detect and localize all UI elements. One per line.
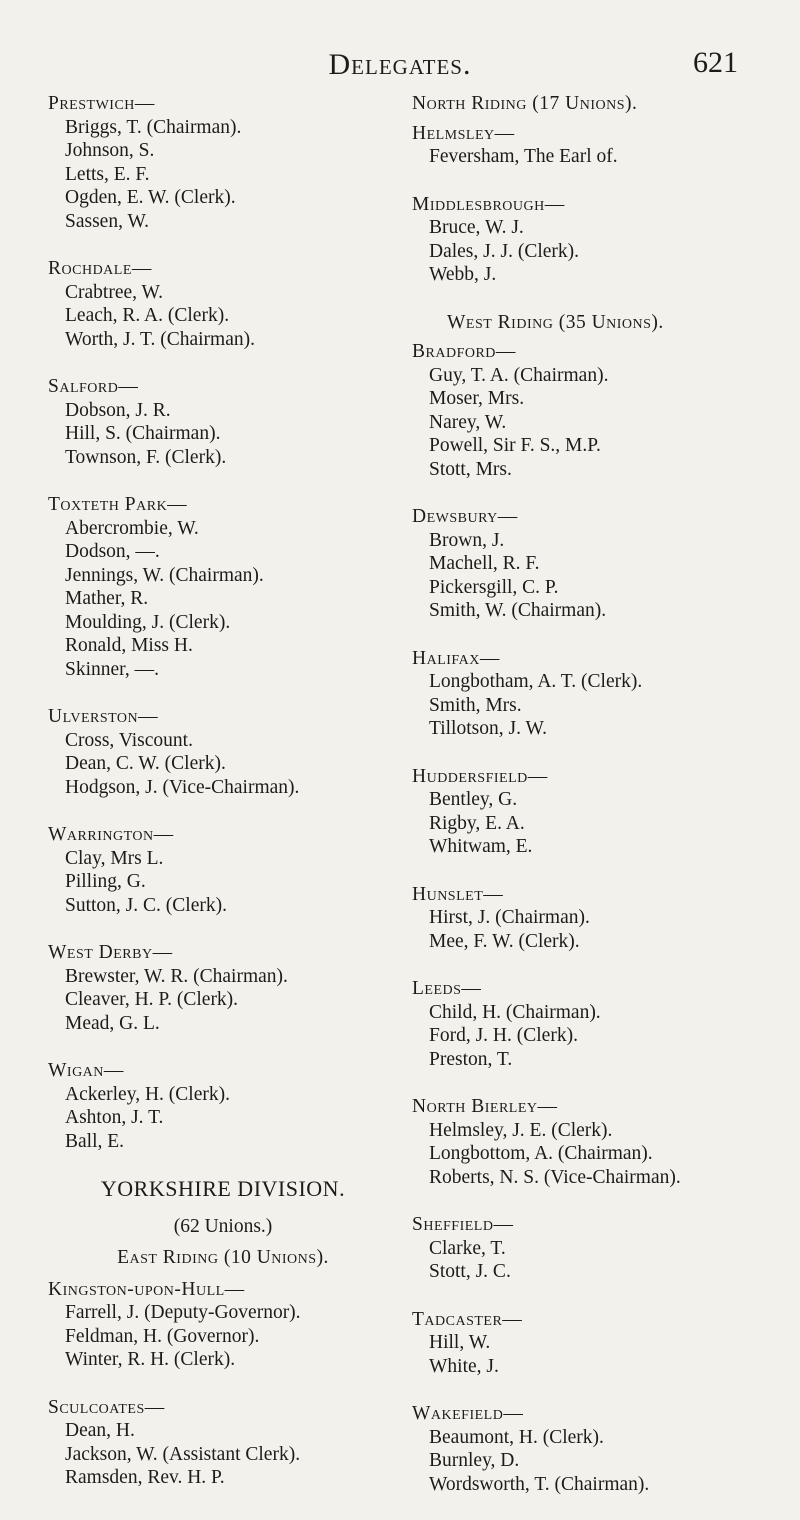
delegate-entry: Rigby, E. A. <box>429 812 525 834</box>
delegate-entry: Ronald, Miss H. <box>65 635 193 656</box>
delegate-entry: Brown, J. <box>429 529 505 551</box>
union-name: Toxteth Park— <box>48 494 188 515</box>
union-name: Helmsley— <box>412 122 515 144</box>
union-block <box>48 823 398 917</box>
union-block <box>412 765 772 859</box>
delegate-entry: Winter, R. H. (Clerk). <box>65 1349 236 1370</box>
north-riding-heading: North Riding (17 Unions). <box>412 93 638 114</box>
delegate-entry: Worth, J. T. (Chairman). <box>65 328 255 350</box>
delegate-entry: Moulding, J. (Clerk). <box>65 611 231 633</box>
delegate-entry: Preston, T. <box>429 1048 513 1070</box>
delegate-entry: Ogden, E. W. (Clerk). <box>65 187 236 208</box>
delegate-entry: Cleaver, H. P. (Clerk). <box>65 989 239 1010</box>
delegate-entry: Farrell, J. (Deputy-Governor). <box>65 1302 301 1323</box>
union-block <box>412 193 772 287</box>
union-name: Wakefield— <box>412 1403 524 1424</box>
union-name: Kingston-upon-Hull— <box>48 1278 245 1300</box>
union-block <box>412 1402 772 1496</box>
division-title: YORKSHIRE DIVISION. <box>100 1176 346 1201</box>
union-block <box>48 1278 398 1372</box>
delegate-entry: Beaumont, H. (Clerk). <box>429 1426 604 1448</box>
delegate-entry: Cross, Viscount. <box>65 729 193 751</box>
delegate-entry: Mead, G. L. <box>65 1012 160 1034</box>
union-name: Warrington— <box>48 824 174 845</box>
union-name: Hunslet— <box>412 883 504 905</box>
delegate-entry: Hill, W. <box>429 1332 491 1353</box>
delegate-entry: Narey, W. <box>429 411 507 433</box>
delegate-entry: Dean, H. <box>65 1420 135 1441</box>
west-riding-heading: West Riding (35 Unions). <box>447 311 664 333</box>
delegate-entry: Mee, F. W. (Clerk). <box>429 930 580 952</box>
union-block <box>412 340 772 481</box>
delegate-entry: Guy, T. A. (Chairman). <box>429 364 609 386</box>
union-name: Tadcaster— <box>412 1308 523 1330</box>
delegate-entry: Brewster, W. R. (Chairman). <box>65 965 288 987</box>
delegate-entry: Mather, R. <box>65 588 149 609</box>
union-name: Wigan— <box>48 1060 124 1081</box>
union-name: Sculcoates— <box>48 1396 165 1418</box>
left-column <box>48 92 398 1514</box>
union-name: Ulverston— <box>48 706 159 727</box>
division-union-count: (62 Unions.) <box>173 1215 273 1237</box>
union-block <box>412 1213 772 1284</box>
union-name: Rochdale— <box>48 258 152 279</box>
left-union-list <box>48 92 398 1153</box>
union-name: Salford— <box>48 376 139 397</box>
union-name: North Bierley— <box>412 1096 558 1117</box>
delegate-entry: Dodson, —. <box>65 541 160 562</box>
delegate-entry: Briggs, T. (Chairman). <box>65 116 242 138</box>
union-block <box>412 883 772 954</box>
delegate-entry: White, J. <box>429 1355 499 1377</box>
right-column <box>412 92 772 1520</box>
union-block <box>48 705 398 799</box>
union-name: Dewsbury— <box>412 506 518 527</box>
union-block <box>412 1095 772 1189</box>
delegate-entry: Ramsden, Rev. H. P. <box>65 1467 225 1488</box>
union-block <box>412 1308 772 1379</box>
union-name: Middlesbrough— <box>412 193 565 215</box>
delegate-entry: Crabtree, W. <box>65 281 164 303</box>
delegate-entry: Stott, J. C. <box>429 1261 511 1282</box>
delegate-entry: Smith, Mrs. <box>429 694 522 716</box>
delegate-entry: Dean, C. W. (Clerk). <box>65 753 226 774</box>
delegate-entry: Helmsley, J. E. (Clerk). <box>429 1119 613 1141</box>
union-block <box>48 1396 398 1490</box>
union-name: Halifax— <box>412 647 500 669</box>
union-name: Prestwich— <box>48 93 155 114</box>
delegate-entry: Feldman, H. (Governor). <box>65 1325 260 1347</box>
delegate-entry: Feversham, The Earl of. <box>429 146 618 167</box>
delegate-entry: Roberts, N. S. (Vice-Chairman). <box>429 1166 681 1188</box>
delegate-entry: Letts, E. F. <box>65 163 150 185</box>
delegate-entry: Skinner, —. <box>65 658 160 680</box>
delegate-entry: Clarke, T. <box>429 1237 506 1259</box>
union-block <box>412 505 772 623</box>
delegate-entry: Dales, J. J. (Clerk). <box>429 240 580 262</box>
union-block <box>412 647 772 741</box>
delegate-entry: Tillotson, J. W. <box>429 718 547 739</box>
delegate-entry: Powell, Sir F. S., M.P. <box>429 435 601 456</box>
delegate-entry: Webb, J. <box>429 264 497 285</box>
union-block <box>412 977 772 1071</box>
delegate-entry: Townson, F. (Clerk). <box>65 446 227 468</box>
delegate-entry: Smith, W. (Chairman). <box>429 600 607 621</box>
union-name: West Derby— <box>48 942 173 963</box>
delegate-entry: Pilling, G. <box>65 871 146 892</box>
union-name: Sheffield— <box>412 1214 514 1235</box>
delegate-entry: Hirst, J. (Chairman). <box>429 907 590 928</box>
north-riding-union-list <box>412 122 772 287</box>
union-block <box>48 92 398 233</box>
delegate-entry: Bruce, W. J. <box>429 217 524 238</box>
east-riding-heading: East Riding (10 Unions). <box>117 1247 329 1268</box>
delegate-entry: Clay, Mrs L. <box>65 847 164 869</box>
union-name: Leeds— <box>412 978 482 999</box>
delegate-entry: Jackson, W. (Assistant Clerk). <box>65 1443 301 1465</box>
delegate-entry: Sutton, J. C. (Clerk). <box>65 894 227 916</box>
union-block <box>412 122 772 169</box>
delegate-entry: Child, H. (Chairman). <box>429 1001 601 1023</box>
west-riding-union-list <box>412 340 772 1496</box>
delegate-entry: Hill, S. (Chairman). <box>65 423 221 444</box>
union-block <box>48 375 398 469</box>
delegate-entry: Ball, E. <box>65 1130 125 1152</box>
delegate-entry: Bentley, G. <box>429 789 518 810</box>
delegate-entry: Abercrombie, W. <box>65 517 199 539</box>
delegate-entry: Stott, Mrs. <box>429 458 512 480</box>
delegate-entry: Pickersgill, C. P. <box>429 576 559 598</box>
delegate-entry: Johnson, S. <box>65 140 155 161</box>
delegate-entry: Jennings, W. (Chairman). <box>65 564 264 586</box>
delegate-entry: Dobson, J. R. <box>65 399 171 421</box>
delegate-entry: Burnley, D. <box>429 1450 520 1471</box>
delegate-entry: Wordsworth, T. (Chairman). <box>429 1473 650 1495</box>
delegate-entry: Hodgson, J. (Vice-Chairman). <box>65 776 300 798</box>
page-number: 621 <box>693 46 738 79</box>
delegate-entry: Longbottom, A. (Chairman). <box>429 1143 653 1164</box>
union-block <box>48 493 398 681</box>
delegate-entry: Sassen, W. <box>65 210 149 232</box>
east-riding-union-list <box>48 1278 398 1490</box>
union-block <box>48 941 398 1035</box>
delegate-entry: Whitwam, E. <box>429 836 533 857</box>
page-title: Delegates. <box>328 48 472 81</box>
delegate-entry: Ashton, J. T. <box>65 1107 164 1128</box>
union-block <box>48 1059 398 1153</box>
delegate-entry: Longbotham, A. T. (Clerk). <box>429 671 643 692</box>
union-name: Huddersfield— <box>412 765 548 787</box>
delegate-entry: Ford, J. H. (Clerk). <box>429 1025 578 1046</box>
delegate-entry: Leach, R. A. (Clerk). <box>65 305 230 326</box>
union-name: Bradford— <box>412 341 516 362</box>
union-block <box>48 257 398 351</box>
delegate-entry: Ackerley, H. (Clerk). <box>65 1083 230 1105</box>
delegate-entry: Moser, Mrs. <box>429 388 525 409</box>
delegate-entry: Machell, R. F. <box>429 553 540 574</box>
